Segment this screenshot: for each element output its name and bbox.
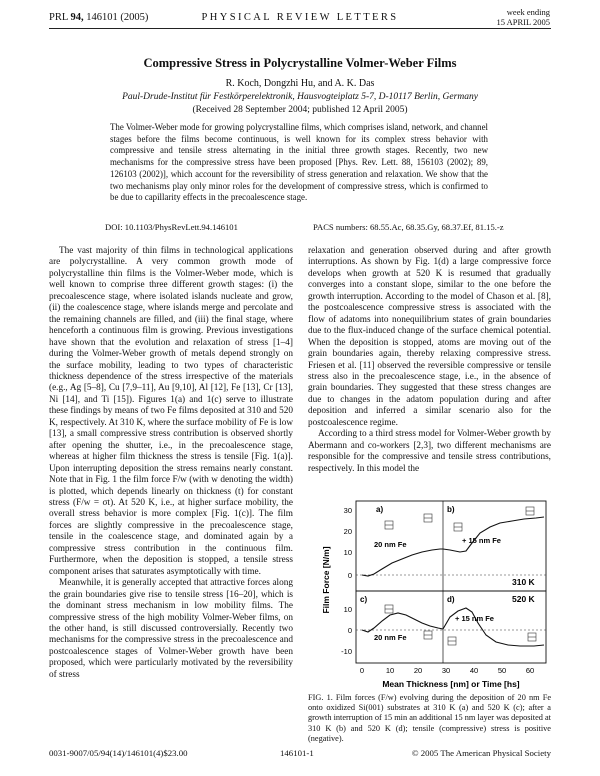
y-tick-label: 20 — [343, 527, 352, 536]
y-tick-label: 10 — [343, 548, 352, 557]
deposition-icons — [385, 507, 536, 645]
body-paragraph: According to a third stress model for Volmer-Weber growth by Abermann and co-workers [2,3], two different mechanisms are responsible for the compressive and tensile stress contributions, respectively. In this model the — [308, 429, 551, 474]
received-dates: (Received 28 September 2004; published 12 April 2005) — [192, 105, 408, 115]
x-tick-label: 60 — [525, 666, 535, 675]
y-ticks-top — [344, 506, 352, 580]
footer-page-number: 146101-1 — [280, 748, 314, 758]
curve-a — [362, 549, 443, 576]
panel-label-d: d) — [447, 595, 455, 604]
annotation-20nm-bottom: 20 nm Fe — [374, 633, 407, 642]
doi: DOI: 10.1103/PhysRevLett.94.146101 — [105, 222, 238, 232]
deposition-icon — [385, 605, 393, 613]
x-tick-label: 30 — [441, 666, 451, 675]
x-tick-label: 0 — [359, 666, 365, 675]
temperature-labels — [512, 577, 536, 604]
right-column — [308, 246, 551, 475]
affiliation: Paul-Drude-Institut für Festkörperelektronik, Hausvogteiplatz 5-7, D-10117 Berlin, Germany — [122, 92, 478, 102]
x-tick-label: 50 — [497, 666, 507, 675]
annotation-15nm-bottom: + 15 nm Fe — [455, 614, 494, 623]
curve-b — [443, 517, 544, 552]
footer-issn: 0031-9007/05/94(14)/146101(4)$23.00 — [49, 748, 188, 758]
pacs-numbers: PACS numbers: 68.55.Ac, 68.35.Gy, 68.37.Ef, 81.15.-z — [313, 222, 504, 232]
deposition-icon — [454, 523, 462, 531]
deposition-icon — [424, 514, 432, 522]
annotation-20nm-top: 20 nm Fe — [374, 540, 407, 549]
y-tick-label: -10 — [341, 647, 352, 656]
panel-label-a: a) — [376, 505, 384, 514]
abstract: The Volmer-Weber mode for growing polycrystalline films, which comprises island, network, and channel stages before the films become continuous, is well known for its complex stress behavior with compressive and tensile stress alternating in the initial three growth stages. Recently, two new mechanisms for the compressive stress have been proposed [Phys. Rev. Lett. 88, 156103 (2002); 89, 126103 (2002)], which account for the reversibility of stress generation and relaxation. We show that the two mechanisms play only minor roles for the development of compressive stress, which is confirmed to be due to capillarity effects in the precoalescence stage. — [110, 122, 488, 203]
y-tick-label: 0 — [347, 571, 352, 580]
issue-date — [496, 7, 550, 27]
y-axis-label: Film Force [N/m] — [321, 546, 331, 614]
y-tick-label: 10 — [343, 605, 352, 614]
curve-c — [362, 613, 443, 632]
body-paragraph: relaxation and generation observed during and after growth interruptions. As shown by Fig. 1(d) a large compressive force develops when growth at 520 K is resumed that gradually converges into a constant slope, similar to the one before the growth interruption. According to the model of Chason et al. [8], the postcoalescence compressive stress is associated with the flow of adatoms into nonequilibrium states of grain boundaries due to the flux-induced change of the surface chemical potential. When the deposition is stopped, atoms are moving out of the grain boundaries again, thereby relaxing compressive stress. Friesen et al. [11] observed the reversible compressive or tensile stress also in the precoalescence stage, i.e., in the absence of grain boundaries. They suggested that these stress changes are due to changes in the adatom population during and after deposition and inferred a similar scenario also for the postcoalescence regime. — [308, 246, 551, 428]
x-tick-label: 40 — [469, 666, 479, 675]
figure-1-plot — [320, 495, 552, 695]
x-ticks — [360, 666, 534, 675]
journal-title: PHYSICAL REVIEW LETTERS — [201, 12, 399, 23]
panel-labels — [360, 505, 455, 604]
panel-label-b: b) — [447, 505, 455, 514]
x-tick-label: 10 — [385, 666, 395, 675]
x-axis-label: Mean Thickness [nm] or Time [hs] — [382, 679, 520, 689]
body-paragraph: The vast majority of thin films in technological applications are polycrystalline. A very common growth mode of polycrystalline thin films is the Volmer-Weber mode, which is well known to comprise three different growth stages: (i) the precoalescence stage, where isolated islands nucleate and grow, (ii) the coalescence stage, where islands merge and percolate and the remaining channels are filled, and (iii) the final stage, where henceforth a continuous film is growing. Previous investigations have shown that the evolution and relaxation of stress [1–4] during the Volmer-Weber growth of metals depend strongly on the surface mobility, leading to two types of characteristic thickness dependence of the stress irrespective of the materials (e.g., Ag [5–8], Cu [7,9–11], Au [9,10], Al [12], Fe [13], Cr [13], Ni [14], and Ti [15]). Figures 1(a) and 1(c) serve to illustrate these findings by means of two Fe films deposited at 310 and 520 K, respectively. At 310 K, where the surface mobility of Fe is low [13], a small compressive stress contribution is observed shortly after opening the shutter, i.e., in the precoalescence stage, whereas at higher film thickness the stress is tensile [Fig. 1(a)]. Upon interrupting deposition the stress remains nearly constant. Note that in Fig. 1 the film force F/w (with w denoting the width) is plotted, which depends linearly on thickness (t) for constant stress (F/w = σt). At 520 K, i.e., at higher surface mobility, the overall stress behavior is more complex [Fig. 1(c)]. The film forces are slightly compressive in the precoalescence stage, tensile in the coalescence stage, and dominated again by a compressive stress contribution in the continuous film. Furthermore, when the deposition is stopped, a tensile stress component arises that saturates asymptotically with time. — [49, 246, 293, 577]
left-column — [49, 246, 293, 681]
y-tick-label: 30 — [343, 506, 352, 515]
author-list: R. Koch, Dongzhi Hu, and A. K. Das — [225, 78, 375, 89]
figure-caption: FIG. 1. Film forces (F/w) evolving during the deposition of 20 nm Fe onto oxidized Si(001) substrates at 310 K (a) and 520 K (c); after a growth interruption of 15 min an additional 15 nm layer was deposited at 310 K (b) and 520 K (d); tensile (compressive) stress is positive (negative). — [308, 693, 551, 743]
footer-copyright: © 2005 The American Physical Society — [411, 748, 551, 758]
article-number: 146101 (2005) — [86, 12, 149, 23]
deposition-icon — [448, 637, 456, 645]
figure-1 — [320, 495, 552, 695]
paper-title: Compressive Stress in Polycrystalline Volmer-Weber Films — [143, 56, 457, 70]
x-tick-label: 20 — [413, 666, 423, 675]
deposition-icon — [385, 521, 393, 529]
panel-label-c: c) — [360, 595, 368, 604]
temperature-310k: 310 K — [512, 577, 535, 587]
y-tick-label: 0 — [347, 626, 352, 635]
deposition-icon — [424, 631, 432, 639]
body-paragraph: Meanwhile, it is generally accepted that attractive forces along the grain boundaries give rise to tensile stress [16–20], which is the dominant stress mechanism in low mobility films. The compressive stress of the high mobility Volmer-Weber films, on the other hand, is still discussed controversially. Recently two mechanisms for the compressive stress in the precoalescence and postcoalescence stages of Volmer-Weber growth have been proposed, which were particularly motivated by the reversibility of stress — [49, 578, 293, 680]
deposition-icon — [528, 633, 536, 641]
temperature-520k: 520 K — [512, 594, 535, 604]
y-ticks-bottom — [341, 605, 352, 656]
header-rule — [49, 28, 551, 29]
issue-date-value: 15 APRIL 2005 — [496, 17, 550, 27]
curve-annotations — [374, 536, 501, 642]
annotation-15nm-top: + 15 nm Fe — [462, 536, 501, 545]
deposition-icon — [526, 507, 534, 515]
journal-name: PRL — [49, 12, 68, 23]
journal-volume: 94, — [70, 12, 84, 23]
week-ending-label: week ending — [506, 7, 550, 17]
